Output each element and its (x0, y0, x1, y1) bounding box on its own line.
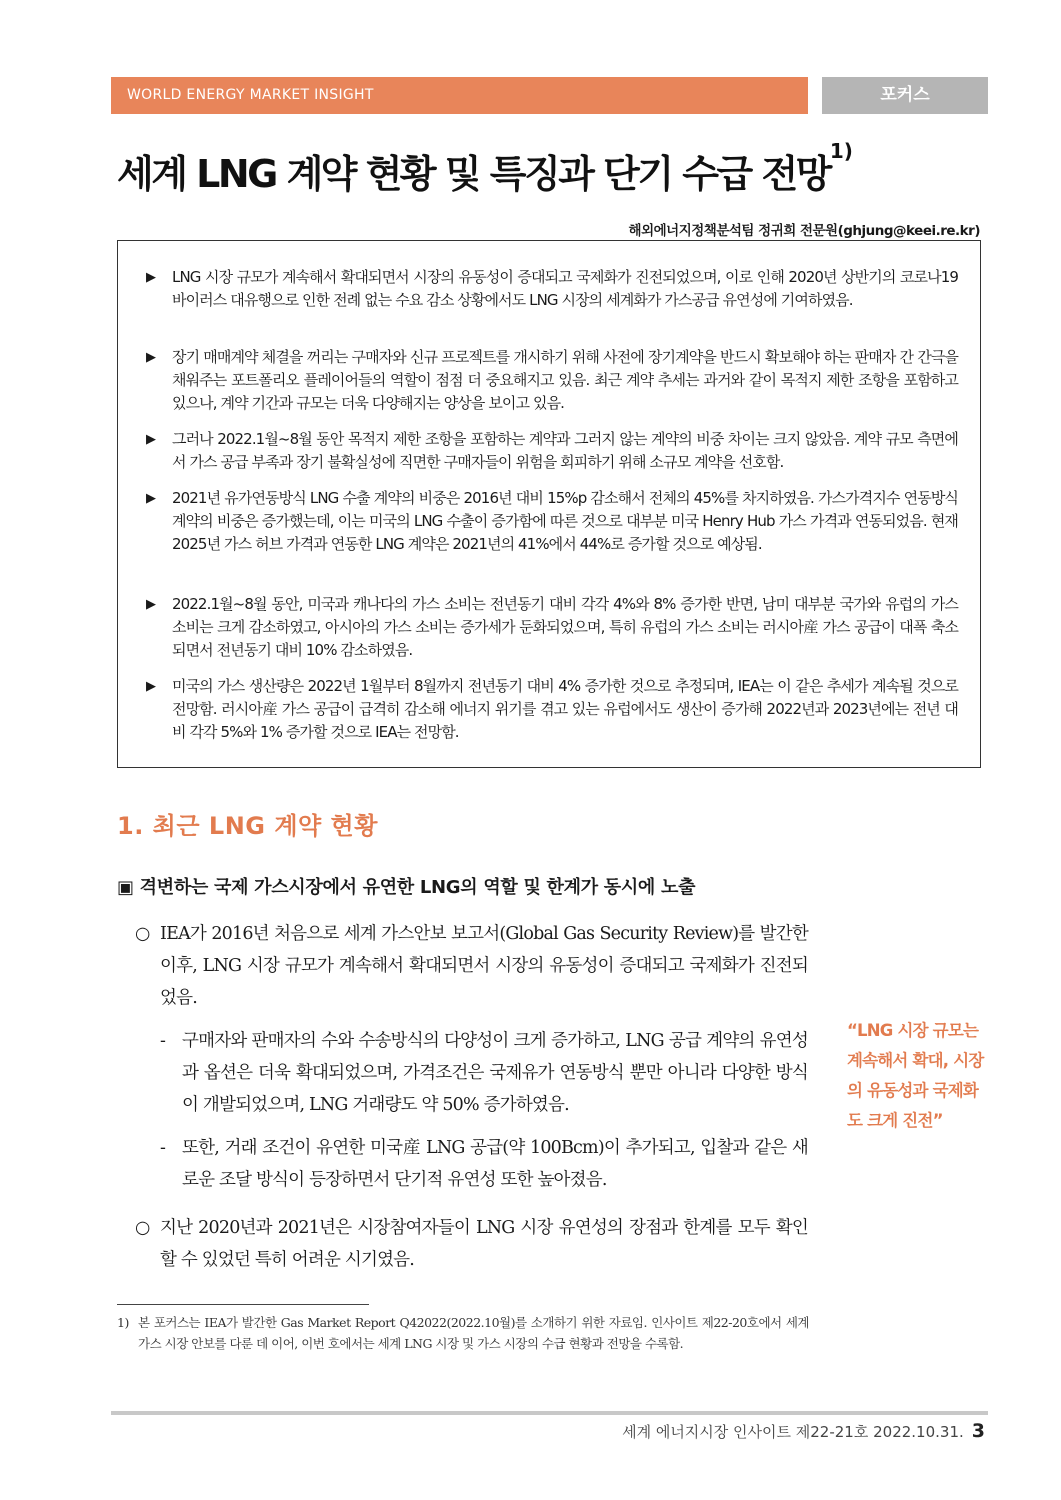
summary-item-text: 2021년 유가연동방식 LNG 수출 계약의 비중은 2016년 대비 15%p 감소해서 전체의 45%를 차지하였음. 가스가격지수 연동방식 계약의 비중은 증가했는데, 이는 미국의 LNG 수출이 증가함에 따른 것으로 대부분 미국 Henry Hub 가스 가격과 연동되었음. 현재 2025년 가스 허브 가격과 연동한 LNG 계약은 2021년의 41%에서 44%로 증가할 것으로 예상됨. (172, 489, 958, 553)
body-paragraph-text: 지난 2020년과 2021년은 시장참여자들이 LNG 시장 유연성의 장점과 한계를 모두 확인할 수 있었던 특히 어려운 시기였음. (160, 1218, 808, 1270)
circle-bullet-icon: ○ (135, 1218, 150, 1238)
section-subheading: ▣ 격변하는 국제 가스시장에서 유연한 LNG의 역할 및 한계가 동시에 노출 (117, 877, 696, 898)
summary-item (146, 266, 958, 312)
body-paragraph-text: IEA가 2016년 처음으로 세계 가스안보 보고서(Global Gas Security Review)를 발간한 이후, LNG 시장 규모가 계속해서 확대되면서 시장의 유동성이 증대되고 국제화가 진전되었음. (160, 924, 808, 1008)
footer-publication: 세계 에너지시장 인사이트 제22-21호 2022.10.31. (622, 1423, 964, 1441)
summary-item (146, 593, 958, 662)
triangle-bullet-icon: ▶ (146, 597, 156, 612)
circle-bullet-icon: ○ (135, 924, 150, 944)
triangle-bullet-icon: ▶ (146, 679, 156, 694)
pull-quote: “LNG 시장 규모는 계속해서 확대, 시장의 유동성과 국제화도 크게 진전” (847, 1021, 984, 1130)
dash-bullet-icon: - (160, 1138, 166, 1158)
summary-item-text: 미국의 가스 생산량은 2022년 1월부터 8월까지 전년동기 대비 4% 증가한 것으로 추정되며, IEA는 이 같은 추세가 계속될 것으로 전망함. 러시아産 가스 공급이 급격히 감소해 에너지 위기를 겪고 있는 유럽에서도 생산이 증가해 2022년과 2023년에는 전년 대비 각각 5%와 1% 증가할 것으로 IEA는 전망함. (172, 677, 958, 741)
section-title: 1. 최근 LNG 계약 현황 (117, 812, 378, 840)
summary-item (146, 487, 958, 556)
triangle-bullet-icon: ▶ (146, 350, 156, 365)
body-paragraph (135, 918, 808, 1014)
footer-divider (111, 1411, 988, 1415)
section-tag-label: 포커스 (880, 85, 930, 105)
summary-item-text: 2022.1월~8월 동안, 미국과 캐나다의 가스 소비는 전년동기 대비 각각 4%와 8% 증가한 반면, 남미 대부분 국가와 유럽의 가스 소비는 크게 감소하였고, 아시아의 가스 소비는 증가세가 둔화되었으며, 특히 유럽의 가스 소비는 러시아産 가스 공급이 대폭 축소되면서 전년동기 대비 10% 감소하였음. (172, 595, 958, 659)
summary-item (146, 346, 958, 415)
dash-item (160, 1132, 808, 1196)
footnote (117, 1312, 809, 1354)
body-paragraph (135, 1212, 808, 1276)
dash-bullet-icon: - (160, 1031, 166, 1051)
header-section-tag (822, 77, 988, 114)
summary-item-text: 장기 매매계약 체결을 꺼리는 구매자와 신규 프로젝트를 개시하기 위해 사전에 장기계약을 반드시 확보해야 하는 판매자 간 간극을 채워주는 포트폴리오 플레이어들의 역할이 점점 더 중요해지고 있음. 최근 계약 추세는 과거와 같이 목적지 제한 조항을 포함하고 있으나, 계약 기간과 규모는 더욱 다양해지는 양상을 보이고 있음. (172, 348, 958, 412)
page-footer (622, 1420, 985, 1442)
summary-item-text: LNG 시장 규모가 계속해서 확대되면서 시장의 유동성이 증대되고 국제화가 진전되었으며, 이로 인해 2020년 상반기의 코로나19 바이러스 대유행으로 인한 전례 없는 수요 감소 상황에서도 LNG 시장의 세계화가 가스공급 유연성에 기여하였음. (172, 268, 958, 309)
summary-item (146, 428, 958, 474)
page-title (117, 139, 853, 198)
footnote-divider (117, 1304, 369, 1305)
header-series-bar (111, 77, 808, 114)
page-title-text: 세계 LNG 계약 현황 및 특징과 단기 수급 전망 (117, 152, 830, 196)
author-line: 해외에너지정책분석팀 정귀희 전문원(ghjung@keei.re.kr) (628, 223, 980, 239)
triangle-bullet-icon: ▶ (146, 491, 156, 506)
triangle-bullet-icon: ▶ (146, 432, 156, 447)
summary-item-text: 그러나 2022.1월~8월 동안 목적지 제한 조항을 포함하는 계약과 그러지 않는 계약의 비중 차이는 크지 않았음. 계약 규모 측면에서 가스 공급 부족과 장기 불확실성에 직면한 구매자들이 위험을 회피하기 위해 소규모 계약을 선호함. (172, 430, 958, 471)
summary-item (146, 675, 958, 744)
triangle-bullet-icon: ▶ (146, 270, 156, 285)
header-series-label: WORLD ENERGY MARKET INSIGHT (127, 87, 374, 103)
footnote-mark: 1) (117, 1315, 129, 1330)
dash-item (160, 1025, 808, 1121)
dash-item-text: 구매자와 판매자의 수와 수송방식의 다양성이 크게 증가하고, LNG 공급 계약의 유연성과 옵션은 더욱 확대되었으며, 가격조건은 국제유가 연동방식 뿐만 아니라 다양한 방식이 개발되었으며, LNG 거래량도 약 50% 증가하였음. (182, 1031, 808, 1115)
summary-box (117, 240, 981, 768)
footnote-text: 본 포커스는 IEA가 발간한 Gas Market Report Q42022(2022.10월)를 소개하기 위한 자료임. 인사이트 제22-20호에서 세계 가스 시장 안보를 다룬 데 이어, 이번 호에서는 세계 LNG 시장 및 가스 시장의 수급 현황과 전망을 수록함. (138, 1315, 809, 1351)
title-footnote-ref: 1) (829, 139, 853, 163)
page-number: 3 (971, 1420, 985, 1442)
dash-item-text: 또한, 거래 조건이 유연한 미국産 LNG 공급(약 100Bcm)이 추가되고, 입찰과 같은 새로운 조달 방식이 등장하면서 단기적 유연성 또한 높아졌음. (182, 1138, 808, 1190)
